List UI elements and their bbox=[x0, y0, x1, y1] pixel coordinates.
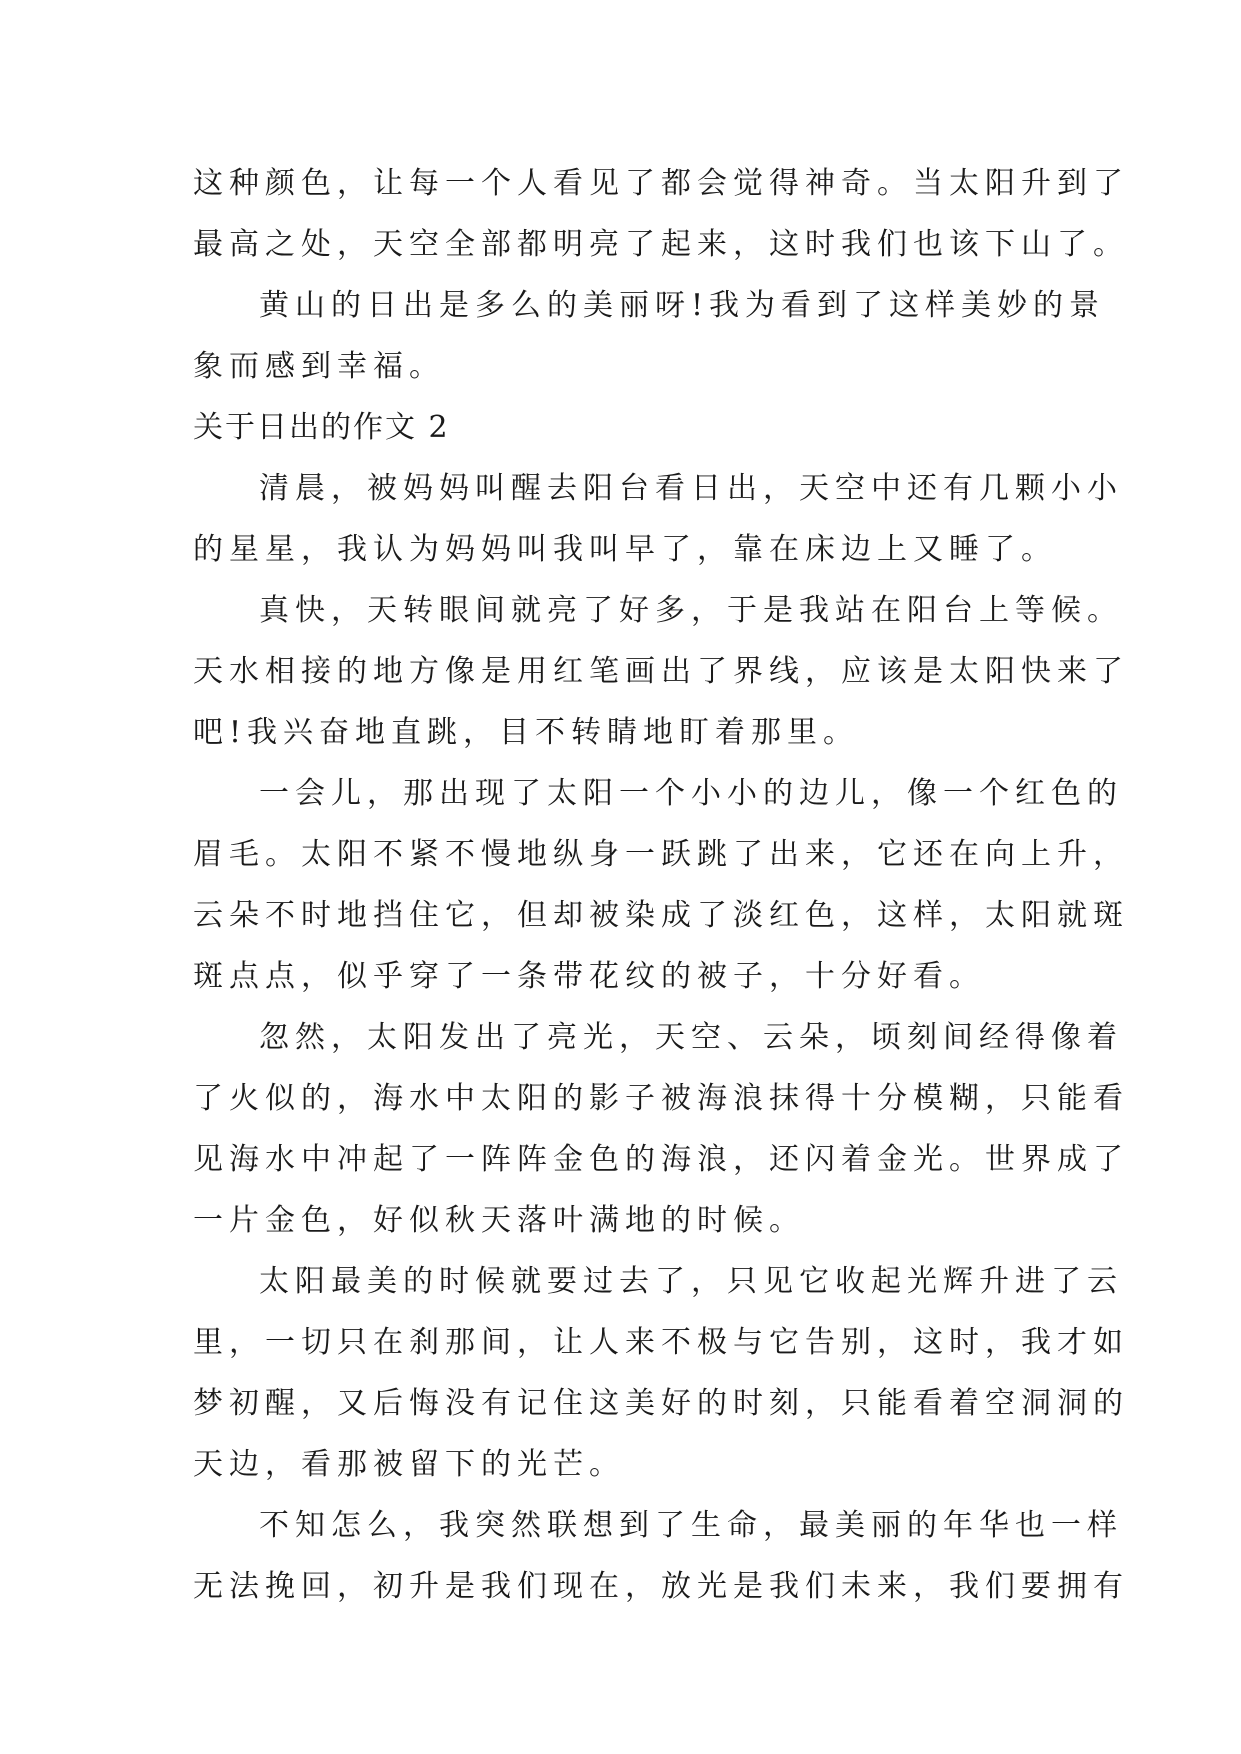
text-line: 真快，天转眼间就亮了好多，于是我站在阳台上等候。 bbox=[259, 593, 1123, 628]
text-line: 象而感到幸福。 bbox=[193, 349, 445, 384]
text-line: 吧!我兴奋地直跳，目不转睛地盯着那里。 bbox=[193, 715, 860, 750]
text-line: 见海水中冲起了一阵阵金色的海浪，还闪着金光。世界成了 bbox=[193, 1142, 1129, 1177]
text-line: 斑点点，似乎穿了一条带花纹的被子，十分好看。 bbox=[193, 959, 985, 994]
text-line: 天边，看那被留下的光芒。 bbox=[193, 1447, 625, 1482]
text-line: 这种颜色，让每一个人看见了都会觉得神奇。当太阳升到了 bbox=[193, 166, 1129, 201]
section-heading: 关于日出的作文 2 bbox=[193, 410, 450, 445]
text-line: 最高之处，天空全部都明亮了起来，这时我们也该下山了。 bbox=[193, 227, 1129, 262]
text-line: 黄山的日出是多么的美丽呀!我为看到了这样美妙的景 bbox=[259, 288, 1106, 323]
text-line: 忽然，太阳发出了亮光，天空、云朵，顷刻间经得像着 bbox=[259, 1020, 1123, 1055]
text-line: 天水相接的地方像是用红笔画出了界线，应该是太阳快来了 bbox=[193, 654, 1129, 689]
text-line: 无法挽回，初升是我们现在，放光是我们未来，我们要拥有 bbox=[193, 1569, 1129, 1604]
text-line: 一会儿，那出现了太阳一个小小的边儿，像一个红色的 bbox=[259, 776, 1123, 811]
text-line: 不知怎么，我突然联想到了生命，最美丽的年华也一样 bbox=[259, 1508, 1123, 1543]
text-line: 太阳最美的时候就要过去了，只见它收起光辉升进了云 bbox=[259, 1264, 1123, 1299]
text-line: 一片金色，好似秋天落叶满地的时候。 bbox=[193, 1203, 805, 1238]
text-line: 梦初醒，又后悔没有记住这美好的时刻，只能看着空洞洞的 bbox=[193, 1386, 1129, 1421]
document-body bbox=[193, 153, 1129, 1617]
text-line: 的星星，我认为妈妈叫我叫早了，靠在床边上又睡了。 bbox=[193, 532, 1057, 567]
text-line: 眉毛。太阳不紧不慢地纵身一跃跳了出来，它还在向上升， bbox=[193, 837, 1129, 872]
text-line: 云朵不时地挡住它，但却被染成了淡红色，这样，太阳就斑 bbox=[193, 898, 1129, 933]
text-line: 清晨，被妈妈叫醒去阳台看日出，天空中还有几颗小小 bbox=[259, 471, 1123, 506]
text-line: 了火似的，海水中太阳的影子被海浪抹得十分模糊，只能看 bbox=[193, 1081, 1129, 1116]
text-line: 里，一切只在刹那间，让人来不极与它告别，这时，我才如 bbox=[193, 1325, 1129, 1360]
